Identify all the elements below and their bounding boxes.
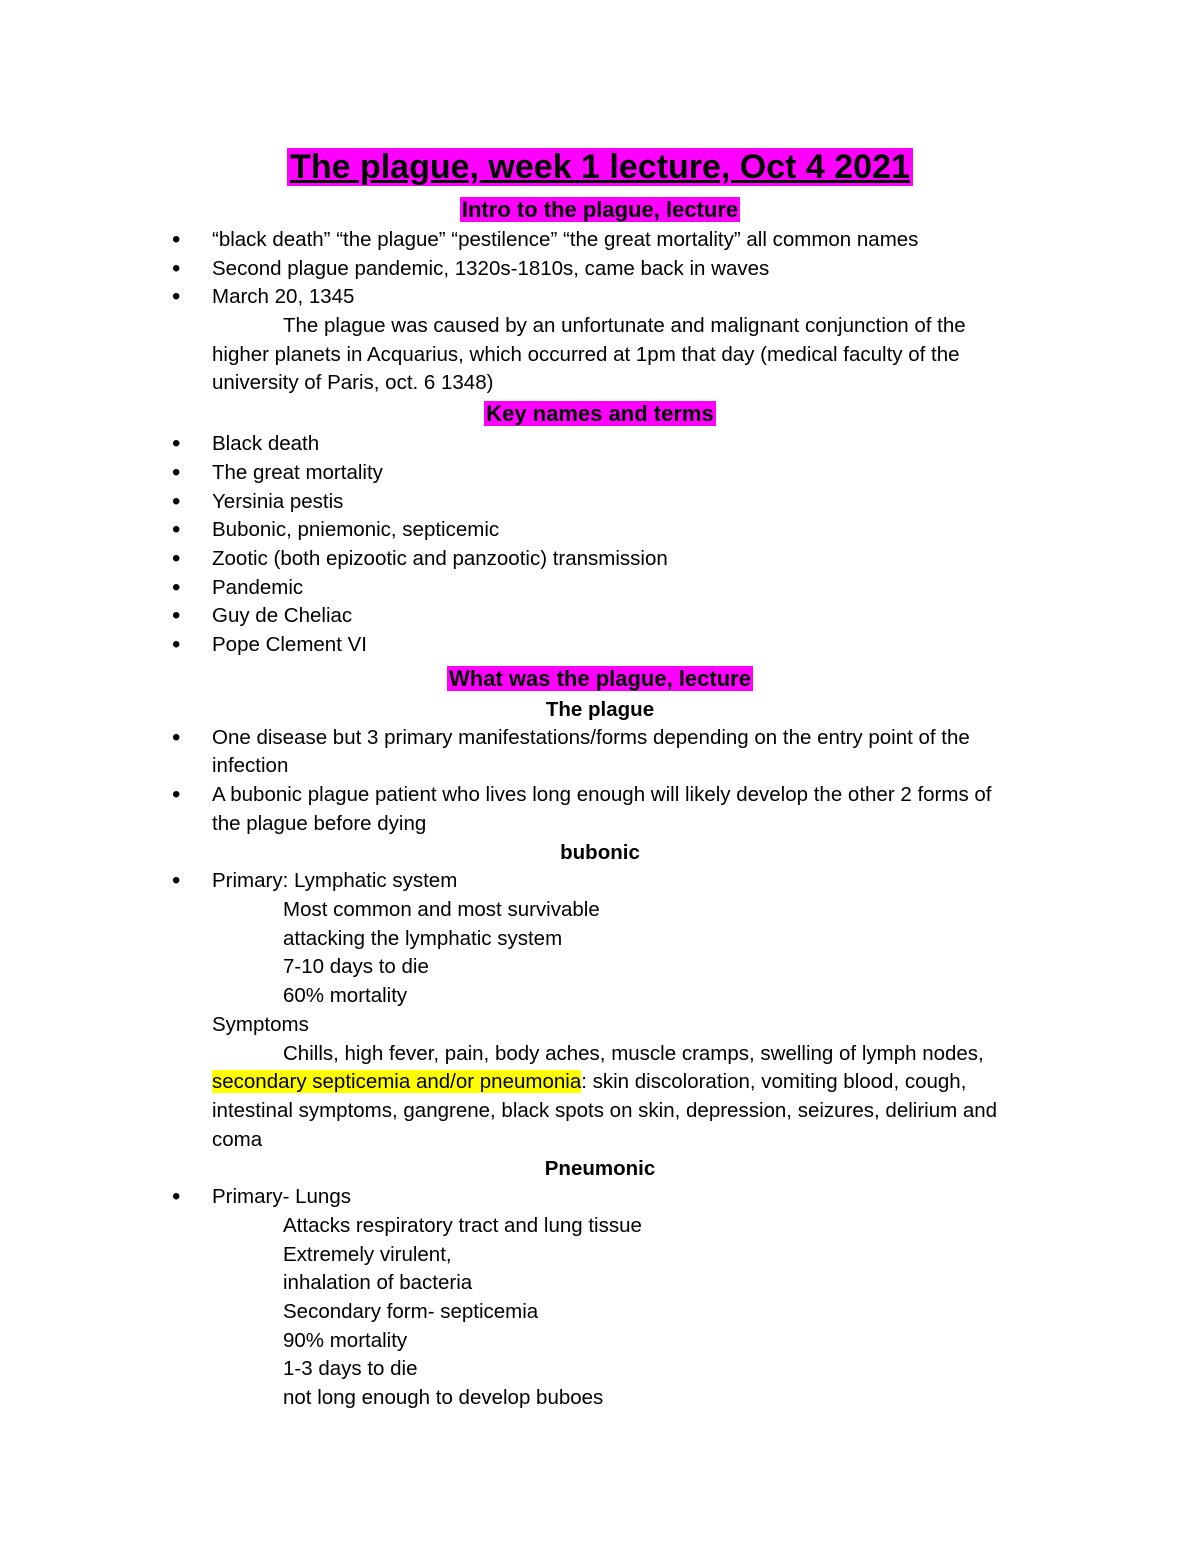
symptoms-label: Symptoms — [212, 1012, 309, 1036]
detail-line: Secondary form- septicemia — [283, 1300, 539, 1323]
section-key-terms — [140, 399, 1060, 429]
detail-line: Extremely virulent, — [283, 1242, 452, 1266]
quote-line: university of Paris, oct. 6 1348) — [212, 371, 494, 395]
list-item: • Second plague pandemic, 1320s-1810s, came back in waves — [140, 255, 1060, 284]
subheading-pneumonic: Pneumonic — [544, 1157, 656, 1181]
list-item: • Yersinia pestis — [140, 488, 1060, 517]
list-item: • Zootic (both epizootic and panzootic) transmission — [140, 545, 1060, 574]
subheading-the-plague: The plague — [545, 697, 655, 721]
subheading-bubonic: bubonic — [560, 841, 640, 865]
detail-line: 7-10 days to die — [283, 955, 429, 979]
list-item: • Guy de Cheliac — [140, 602, 1060, 631]
list-item: • One disease but 3 primary manifestations/forms depending on the entry point of the — [140, 724, 1060, 753]
detail-line: 1-3 days to die — [283, 1357, 418, 1381]
list-item: • “black death” “the plague” “pestilence” “the great mortality” all common names — [140, 226, 1060, 255]
list-item: • March 20, 1345 — [140, 283, 1060, 312]
document-content — [140, 140, 1060, 1413]
list-item: • The great mortality — [140, 459, 1060, 488]
detail-line: 90% mortality — [283, 1328, 408, 1352]
detail-line: inhalation of bacteria — [283, 1271, 473, 1295]
symptoms-line — [140, 1068, 1060, 1097]
section-what-was — [140, 664, 1060, 694]
list-item: • A bubonic plague patient who lives long enough will likely develop the other 2 forms of — [140, 781, 1060, 810]
list-item: • Pope Clement VI — [140, 631, 1060, 660]
section-heading-intro: Intro to the plague, lecture — [461, 197, 739, 222]
page-title: The plague, week 1 lecture, Oct 4 2021 — [287, 148, 913, 186]
list-item: • Bubonic, pniemonic, septicemic — [140, 516, 1060, 545]
list-item-continuation: the plague before dying — [212, 811, 427, 835]
highlighted-text: secondary septicemia and/or pneumonia — [212, 1070, 582, 1094]
list-item: • Primary: Lymphatic system — [140, 867, 1060, 896]
title-row — [140, 140, 1060, 194]
section-heading-key-terms: Key names and terms — [486, 401, 714, 427]
list-item: • Pandemic — [140, 574, 1060, 603]
quote-line: The plague was caused by an unfortunate and malignant conjunction of the — [283, 314, 966, 338]
list-item: • Black death — [140, 430, 1060, 459]
list-item-continuation: infection — [212, 754, 289, 778]
symptoms-line: intestinal symptoms, gangrene, black spots on skin, depression, seizures, delirium and — [212, 1098, 998, 1122]
quote-line: higher planets in Acquarius, which occurred at 1pm that day (medical faculty of the — [212, 342, 960, 366]
symptoms-line: coma — [212, 1127, 263, 1151]
detail-line: Attacks respiratory tract and lung tissue — [283, 1213, 642, 1237]
section-intro — [140, 195, 1060, 225]
detail-line: not long enough to develop buboes — [283, 1386, 604, 1410]
detail-line: Most common and most survivable — [283, 898, 600, 922]
detail-line: 60% mortality — [283, 984, 408, 1008]
list-item: • Primary- Lungs — [140, 1183, 1060, 1212]
section-heading-what-was: What was the plague, lecture — [449, 665, 751, 691]
symptoms-line: Chills, high fever, pain, body aches, muscle cramps, swelling of lymph nodes, — [283, 1041, 984, 1065]
symptoms-text: : skin discoloration, vomiting blood, cough, — [581, 1070, 967, 1094]
detail-line: attacking the lymphatic system — [283, 926, 563, 950]
